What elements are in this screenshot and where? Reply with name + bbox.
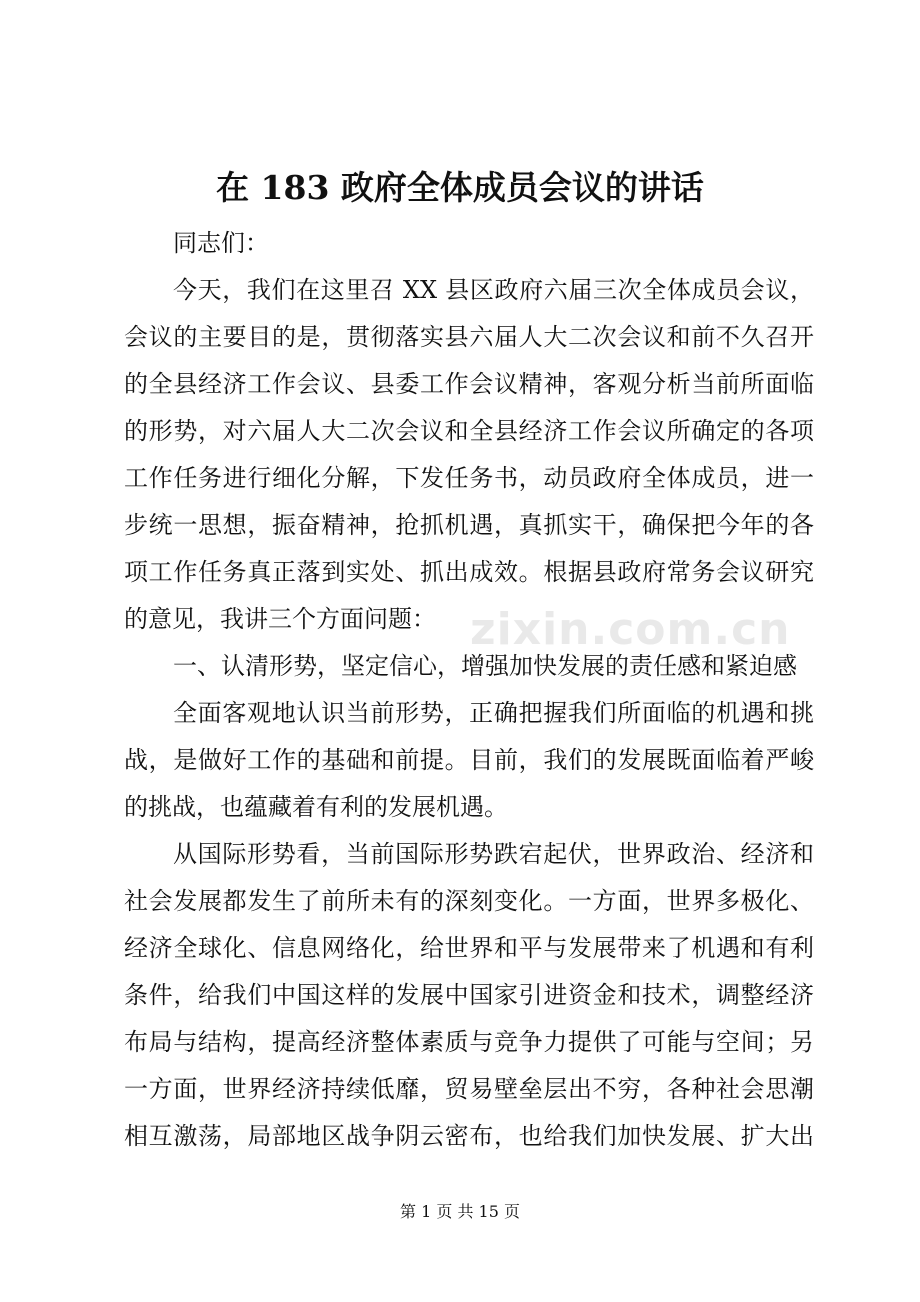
- text-line: 从国际形势看，当前国际形势跌宕起伏，世界政治、经济和: [173, 840, 814, 868]
- text-line: 社会发展都发生了前所未有的深刻变化。一方面，世界多极化、: [124, 887, 814, 915]
- text-line: 项工作任务真正落到实处、抓出成效。根据县政府常务会议研究: [124, 558, 814, 586]
- text-line: 战，是做好工作的基础和前提。目前，我们的发展既面临着严峻: [124, 746, 814, 774]
- text-line: 条件，给我们中国这样的发展中国家引进资金和技术，调整经济: [124, 981, 814, 1009]
- document-body: [124, 220, 814, 1160]
- page-footer: 第 1 页 共 15 页: [400, 1202, 520, 1221]
- text-line: 布局与结构，提高经济整体素质与竞争力提供了可能与空间；另: [124, 1028, 814, 1056]
- text-line: 相互激荡，局部地区战争阴云密布，也给我们加快发展、扩大出: [124, 1122, 814, 1150]
- text-line: 会议的主要目的是，贯彻落实县六届人大二次会议和前不久召开: [124, 323, 814, 351]
- document-title: 在 183 政府全体成员会议的讲话: [216, 168, 704, 207]
- text-line: 的全县经济工作会议、县委工作会议精神，客观分析当前所面临: [124, 370, 814, 398]
- text-line: 步统一思想，振奋精神，抢抓机遇，真抓实干，确保把今年的各: [124, 511, 814, 539]
- text-line: 的意见，我讲三个方面问题：: [124, 605, 436, 633]
- text-line: 经济全球化、信息网络化，给世界和平与发展带来了机遇和有利: [124, 934, 814, 962]
- text-line: 全面客观地认识当前形势，正确把握我们所面临的机遇和挑: [173, 699, 814, 727]
- text-line: 同志们：: [173, 229, 269, 257]
- watermark: zixin.com.cn: [470, 604, 791, 655]
- text-line: 一方面，世界经济持续低靡，贸易壁垒层出不穷，各种社会思潮: [124, 1075, 814, 1103]
- text-line: 的挑战，也蕴藏着有利的发展机遇。: [124, 793, 508, 821]
- text-line: 的形势，对六届人大二次会议和全县经济工作会议所确定的各项: [124, 417, 814, 445]
- text-line: 工作任务进行细化分解，下发任务书，动员政府全体成员，进一: [124, 464, 814, 492]
- text-line: 今天，我们在这里召 XX 县区政府六届三次全体成员会议，: [173, 276, 814, 304]
- text-line: 一、认清形势，坚定信心，增强加快发展的责任感和紧迫感: [173, 652, 797, 680]
